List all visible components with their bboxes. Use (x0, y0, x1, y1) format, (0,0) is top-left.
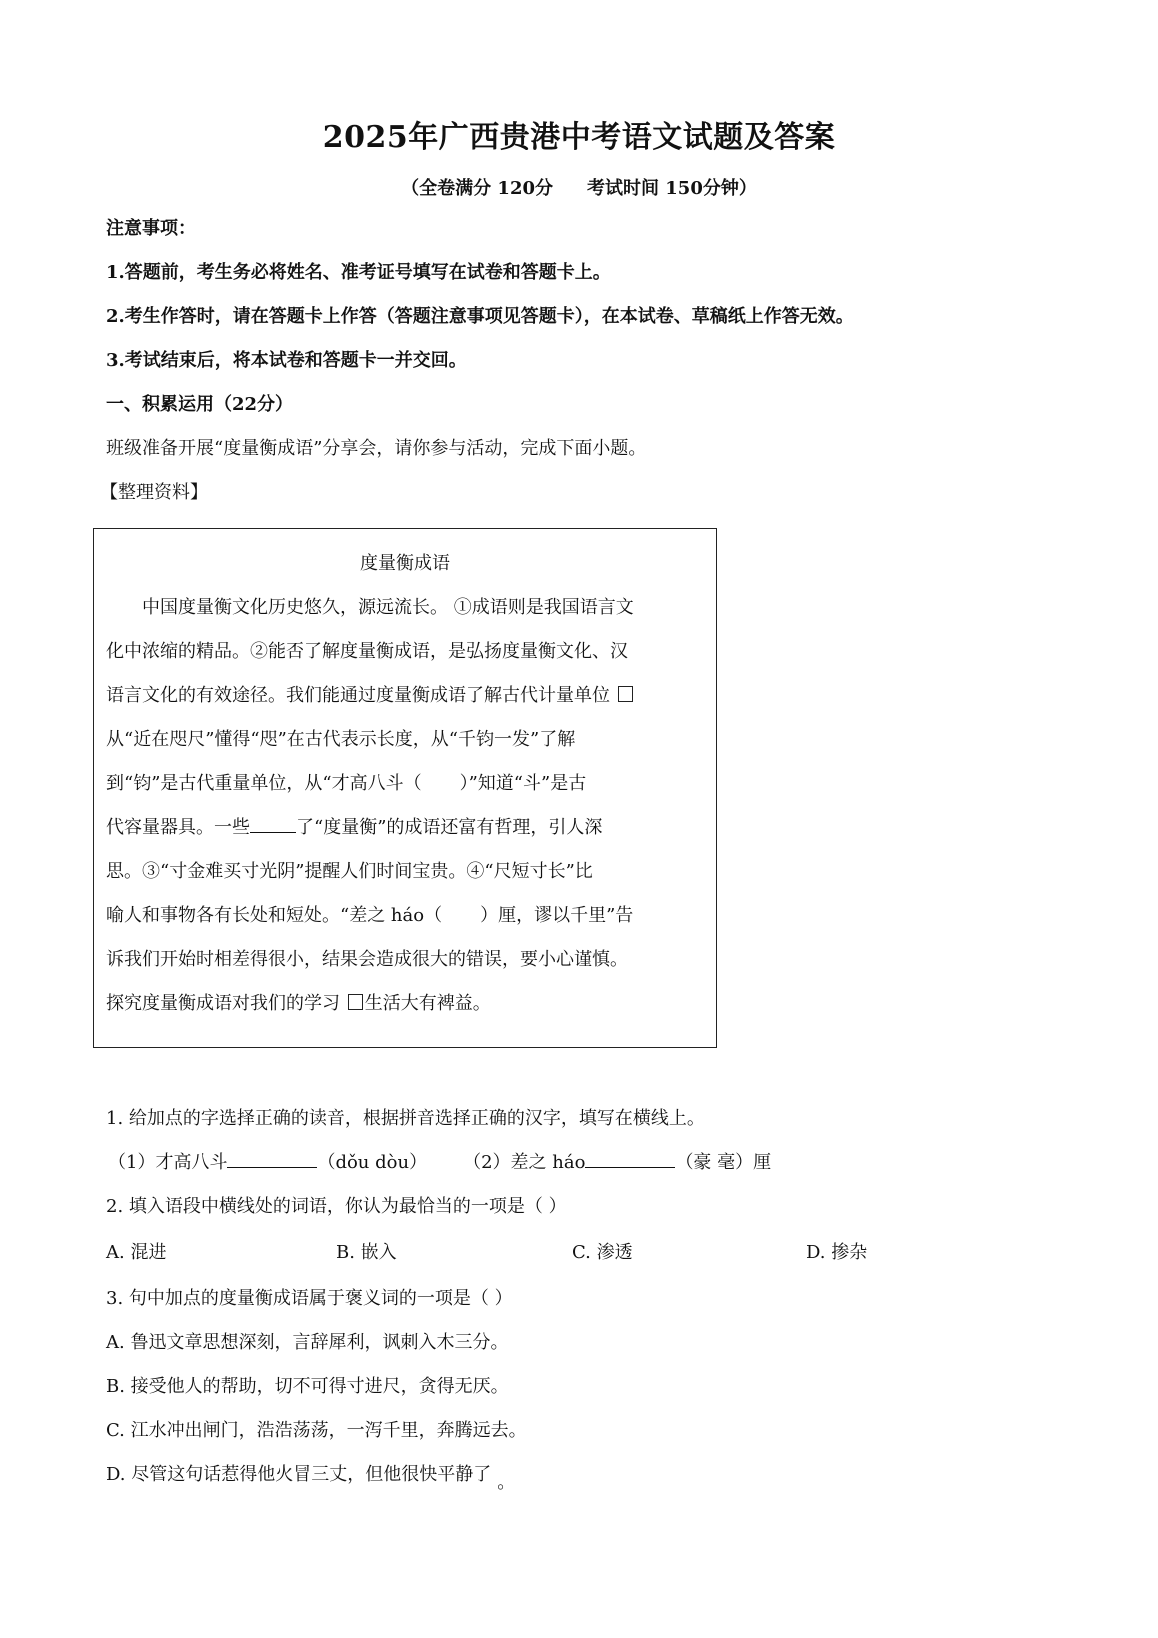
notice-item-2: 2.考生作答时，请在答题卡上作答（答题注意事项见答题卡），在本试卷、草稿纸上作答无效。 (106, 306, 854, 327)
notice-heading: 注意事项： (106, 218, 196, 239)
q3-option-d: D. 尽管这句话惹得他火冒三丈，但他很快平静了 。 (106, 1464, 516, 1493)
material-label: 【整理资料】 (100, 482, 208, 503)
box-line-6: 代容量器具。一些 了“度量衡”的成语还富有哲理，引人深 (106, 813, 602, 839)
question-3: 3. 句中加点的度量衡成语属于褒义词的一项是（ ） (106, 1288, 513, 1309)
q3-option-c: C. 江水冲出闸门，浩浩荡荡，一泻千里，奔腾远去。 (106, 1420, 527, 1441)
q2-option-b: B. 嵌入 (336, 1242, 397, 1263)
section-intro: 班级准备开展“度量衡成语”分享会，请你参与活动，完成下面小题。 (106, 438, 647, 459)
notice-item-1: 1.答题前，考生务必将姓名、准考证号填写在试卷和答题卡上。 (106, 262, 611, 283)
notice-item-3: 3.考试结束后，将本试卷和答题卡一并交回。 (106, 350, 467, 371)
score-info: （全卷满分 120分 (401, 178, 553, 199)
trailing-period: 。 (497, 1472, 516, 1493)
section-heading: 一、积累运用（22分） (106, 394, 294, 415)
box-line-4: 从“近在咫尺”懂得“咫”在古代表示长度，从“千钧一发”了解 (106, 729, 576, 750)
box-line-9: 诉我们开始时相差得很小，结果会造成很大的错误，要小心谨慎。 (106, 949, 628, 970)
exam-info (0, 174, 1158, 200)
material-box (93, 528, 717, 1048)
answer-blank (250, 814, 296, 833)
box-line-10: 探究度量衡成语对我们的学习 生活大有裨益。 (106, 993, 491, 1014)
box-line-5: 到“钧”是古代重量单位，从“才高八斗（ ）”知道“斗”是古 (106, 773, 587, 794)
q3-option-b: B. 接受他人的帮助，切不可得寸进尺，贪得无厌。 (106, 1376, 509, 1397)
answer-blank-2 (585, 1149, 675, 1168)
time-info: 考试时间 150分钟） (587, 178, 757, 199)
blank-square-icon (348, 994, 363, 1010)
q3-option-a: A. 鲁迅文章思想深刻，言辞犀利，讽刺入木三分。 (106, 1332, 509, 1353)
box-line-2: 化中浓缩的精品。②能否了解度量衡成语，是弘扬度量衡文化、汉 (106, 641, 628, 662)
blank-square-icon (618, 686, 633, 702)
answer-blank-1 (227, 1149, 317, 1168)
question-2: 2. 填入语段中横线处的词语，你认为最恰当的一项是（ ） (106, 1196, 567, 1217)
question-1-parts: （1）才高八斗 （dǒu dòu） （2）差之 háo （豪 毫）厘 (108, 1148, 771, 1174)
q2-option-a: A. 混进 (106, 1242, 167, 1263)
box-line-3: 语言文化的有效途径。我们能通过度量衡成语了解古代计量单位 (106, 681, 635, 707)
q2-option-c: C. 渗透 (572, 1242, 633, 1263)
q2-option-d: D. 掺杂 (806, 1242, 868, 1263)
page-title: 2025年广西贵港中考语文试题及答案 (322, 120, 836, 155)
box-line-1: 中国度量衡文化历史悠久，源远流长。 ①成语则是我国语言文 (142, 597, 634, 618)
box-line-7: 思。③“寸金难买寸光阴”提醒人们时间宝贵。④“尺短寸长”比 (106, 861, 593, 882)
box-title: 度量衡成语 (360, 553, 450, 574)
box-line-8: 喻人和事物各有长处和短处。“差之 háo（ ）厘，谬以千里”告 (106, 905, 634, 926)
question-1: 1. 给加点的字选择正确的读音，根据拼音选择正确的汉字，填写在横线上。 (106, 1108, 705, 1129)
